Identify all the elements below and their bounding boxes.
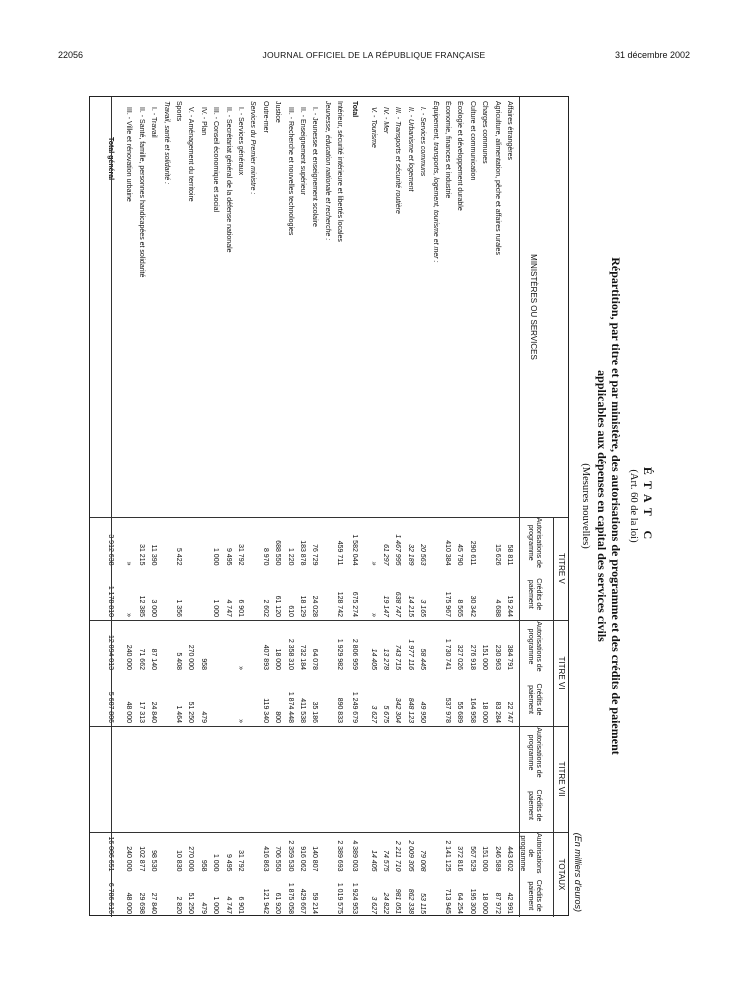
cell-value: 240 000 [125, 644, 133, 670]
cell-value: 240 000 [125, 846, 133, 872]
cell-value: 164 958 [468, 697, 476, 723]
cell-value: 30 342 [468, 595, 476, 617]
cell-value: 140 807 [311, 846, 319, 872]
cell-value: 3 912 638 [107, 534, 114, 566]
cell-value: 276 918 [468, 644, 476, 670]
cell-value: 58 445 [419, 648, 427, 670]
title-line-1: Répartition, par titre et par ministère, des autorisations de programme et des crédits de paiement [609, 257, 623, 755]
sub-header-cp: Crédits de paiement [527, 683, 542, 716]
cell-value: 1 464 [175, 705, 182, 723]
cell-value: 175 967 [444, 591, 451, 617]
cell-value: 195 300 [468, 888, 476, 914]
cell-value: 64 078 [311, 648, 319, 670]
cell-value: 342 304 [394, 697, 402, 723]
cell-value: 12 385 [137, 595, 145, 617]
table-row [393, 97, 402, 917]
row-label: Outre-mer [261, 101, 269, 133]
cell-value: 2 141 125 [444, 840, 451, 872]
cell-value: 2 820 [175, 896, 182, 914]
cell-value: 675 274 [351, 591, 359, 617]
table-row [310, 97, 319, 917]
cell-value: 87 972 [493, 892, 501, 914]
cell-value: 58 811 [506, 544, 513, 566]
row-label: Équipement, transports, logement, tourisme et mer : [431, 101, 439, 263]
cell-value: 8 970 [261, 547, 269, 566]
cell-value: 958 [199, 859, 207, 872]
mesures-subtitle: (Mesures nouvelles) [580, 463, 591, 549]
cell-value: 61 120 [274, 595, 282, 617]
cell-value: 3 627 [369, 896, 377, 914]
cell-value: » [125, 613, 133, 617]
cell-value: 3 627 [369, 705, 377, 723]
cell-value: 6 786 616 [107, 882, 114, 914]
cell-value: 61 920 [274, 892, 282, 914]
row-label: I. - Services généraux [237, 107, 244, 176]
row-label: II. - Secrétariat général de la défense nationale [224, 107, 232, 253]
cell-value: 17 313 [137, 701, 145, 723]
table-row [369, 97, 378, 917]
table-row [480, 97, 489, 917]
table-row [224, 97, 233, 917]
table-row [273, 97, 282, 917]
cell-value: 4 747 [224, 896, 232, 914]
table-row [211, 97, 220, 917]
row-label: V. - Tourisme [369, 107, 377, 148]
table-row [124, 97, 133, 917]
cell-value: 31 792 [237, 850, 244, 872]
cell-value: 1 000 [212, 896, 220, 914]
table-row [186, 97, 195, 917]
cell-value: 24 840 [150, 701, 158, 723]
row-label: I. - Travail [150, 107, 158, 138]
row-label: Services du Premier ministre : [249, 101, 257, 195]
cell-value: 18 129 [299, 595, 306, 617]
title-line-2: applicables aux dépenses en capital des services civils [595, 370, 609, 642]
row-label: II. - Santé, famille, personnes handicapées et solidarité [137, 107, 145, 278]
rotated-document [89, 96, 655, 916]
cell-value: 24 028 [311, 595, 319, 617]
table-row [350, 97, 359, 917]
group-header: TITRE VII [557, 761, 566, 797]
grand-total-line [111, 97, 112, 917]
row-label: III. - Ville et rénovation urbaine [125, 107, 133, 202]
cell-value: 443 602 [506, 846, 513, 872]
table-row [468, 97, 477, 917]
cell-value: 407 893 [261, 644, 269, 670]
table-row [298, 97, 307, 917]
row-label: Travail, santé et solidarité : [162, 101, 170, 185]
cell-value: 1 356 [175, 599, 182, 617]
row-label: IV. - Mer [382, 107, 389, 134]
cell-value: 10 830 [175, 850, 182, 872]
row-label: Agriculture, alimentation, pêche et affaires rurales [493, 101, 501, 255]
cell-value: 151 000 [481, 644, 489, 670]
table-row [493, 97, 502, 917]
cell-value: 45 790 [456, 544, 464, 566]
cell-value: 74 575 [382, 850, 389, 872]
cell-value: 537 978 [444, 697, 451, 723]
cell-value: 20 563 [419, 544, 427, 566]
cell-value: 1 220 [286, 547, 294, 566]
cell-value: 1 178 810 [107, 585, 114, 617]
cell-value: 102 877 [137, 846, 145, 872]
cell-value: 958 [199, 658, 207, 670]
cell-value: 8 565 [456, 599, 464, 617]
row-label: Écologie et développement durable [456, 101, 464, 211]
sub-header-ap: Autorisations de programme [527, 621, 542, 672]
cell-value: 1 874 448 [286, 691, 294, 723]
cell-value: 410 384 [444, 540, 451, 566]
cell-value: 14 215 [406, 595, 414, 617]
cell-value: 372 816 [456, 846, 464, 872]
budget-table [89, 96, 569, 916]
journal-title: JOURNAL OFFICIEL DE LA RÉPUBLIQUE FRANÇAISE [262, 50, 486, 60]
cell-value: 79 008 [419, 850, 427, 872]
table-row [406, 97, 415, 917]
cell-value: 24 822 [382, 892, 389, 914]
cell-value: 1 000 [212, 599, 220, 617]
table-row [381, 97, 390, 917]
cell-value: 479 [199, 711, 207, 723]
cell-value: 55 689 [456, 701, 464, 723]
cell-value: 411 538 [299, 698, 306, 723]
group-header: TOTAUX [557, 858, 566, 891]
row-label: Charges communes [481, 101, 489, 164]
sub-header-cp: Crédits de paiement [527, 879, 542, 912]
cell-value: 1 582 044 [351, 534, 359, 566]
table-row [335, 97, 344, 917]
table-row [149, 97, 158, 917]
sub-header-ap: Autorisations de programme [527, 517, 542, 568]
cell-value: 862 338 [406, 888, 414, 914]
ministeres-header: MINISTÈRES OU SERVICES [529, 254, 538, 360]
cell-value: 4 688 [493, 599, 501, 617]
row-label: Intérieur, sécurité intérieure et libertés locales [336, 101, 344, 242]
table-row [137, 97, 146, 917]
etat-title: ÉTAT C [641, 466, 655, 546]
cell-value: 916 062 [299, 846, 306, 872]
cell-value: 800 [274, 711, 282, 723]
cell-value: » [369, 613, 377, 617]
table-row [323, 97, 332, 917]
table-row [236, 97, 245, 917]
cell-value: » [369, 561, 377, 566]
cell-value: 19 147 [382, 595, 389, 617]
cell-value: 610 [286, 605, 294, 617]
cell-value: 2 009 305 [406, 840, 414, 872]
cell-value: 1 467 995 [394, 534, 402, 566]
cell-value: 327 026 [456, 644, 464, 670]
cell-value: 27 840 [150, 892, 158, 914]
cell-value: 848 123 [406, 697, 414, 723]
row-label: III. - Conseil économique et social [212, 107, 220, 213]
cell-value: 71 662 [137, 648, 145, 670]
cell-value: 76 729 [311, 544, 319, 566]
cell-value: 1 977 116 [406, 639, 414, 670]
cell-value: 1 019 575 [336, 882, 344, 914]
cell-value: 1 875 058 [286, 882, 294, 914]
cell-value: 9 495 [224, 547, 232, 566]
table-row [162, 97, 171, 917]
page-number: 22056 [58, 50, 84, 60]
sub-header-ap: Autorisations de programme [527, 727, 542, 778]
cell-value: 981 051 [394, 888, 402, 914]
cell-value: 5 408 [175, 652, 182, 670]
cell-value: » [237, 719, 244, 723]
cell-value: 2 359 530 [286, 840, 294, 872]
table-row [199, 97, 208, 917]
cell-value: 743 715 [394, 644, 402, 670]
cell-value: 59 214 [311, 892, 319, 914]
cell-value: 42 991 [506, 892, 513, 914]
sub-header-cp: Crédits de paiement [527, 789, 542, 822]
cell-value: 2 211 710 [394, 840, 402, 872]
cell-value: 119 340 [261, 698, 269, 723]
table-row [261, 97, 270, 917]
cell-value: 1 929 982 [336, 638, 344, 670]
sub-header-cp: Crédits de paiement [527, 578, 542, 611]
cell-value: 290 611 [468, 540, 476, 566]
cell-value: 3 000 [150, 599, 158, 617]
cell-value: 1 000 [212, 547, 220, 566]
cell-value: 13 278 [382, 648, 389, 670]
cell-value: 31 792 [237, 544, 244, 566]
cell-value: 3 165 [419, 599, 427, 617]
cell-value: » [125, 561, 133, 566]
cell-value: 11 390 [150, 544, 158, 566]
cell-value: 16 006 651 [107, 836, 114, 872]
row-label: Sports [175, 101, 182, 122]
row-label: I. - Services communs [419, 107, 427, 177]
group-header: TITRE VI [557, 656, 566, 690]
cell-value: 2 602 [261, 599, 269, 617]
cell-value: 18 000 [274, 648, 282, 670]
cell-value: 51 250 [187, 892, 195, 914]
cell-value: 31 215 [137, 544, 145, 566]
row-label: Jeunesse, éducation nationale et recherche : [323, 101, 331, 241]
cell-value: 15 626 [493, 544, 501, 566]
cell-value: 61 297 [382, 544, 389, 566]
cell-value: 270 000 [187, 644, 195, 670]
cell-value: 48 000 [125, 701, 133, 723]
row-label: Total [351, 101, 359, 118]
page-date: 31 décembre 2002 [614, 50, 690, 60]
cell-value: 49 950 [419, 701, 427, 723]
row-label: Économie, finances et industrie [444, 101, 451, 199]
cell-value: 35 186 [311, 701, 319, 723]
cell-value: 87 140 [150, 648, 158, 670]
table-row [418, 97, 427, 917]
cell-value: 1 249 679 [351, 691, 359, 723]
cell-value: 5 422 [175, 547, 182, 566]
cell-value: 567 529 [468, 846, 476, 872]
cell-value: 64 254 [456, 892, 464, 914]
cell-value: 2 806 959 [351, 638, 359, 670]
row-label: Justice [274, 101, 282, 123]
cell-value: 1 730 741 [444, 638, 451, 670]
cell-value: 732 184 [299, 644, 306, 670]
cell-value: 14 405 [369, 648, 377, 670]
cell-value: 1 000 [212, 853, 220, 872]
cell-value: 128 742 [336, 591, 344, 617]
row-label: Total général [107, 137, 114, 181]
cell-value: 2 389 693 [336, 840, 344, 872]
cell-value: 5 675 [382, 705, 389, 723]
cell-value: 688 550 [274, 540, 282, 566]
table-row [431, 97, 440, 917]
cell-value: 429 667 [299, 888, 306, 914]
cell-value: 2 358 310 [286, 638, 294, 670]
row-label: Culture et communication [468, 101, 476, 181]
page-header [58, 50, 690, 64]
cell-value: 98 530 [150, 850, 158, 872]
cell-value: 246 589 [493, 846, 501, 872]
cell-value: 4 747 [224, 599, 232, 617]
cell-value: 51 250 [187, 701, 195, 723]
cell-value: 6 901 [237, 599, 244, 617]
cell-value: 32 189 [406, 544, 414, 566]
cell-value: 416 863 [261, 846, 269, 872]
cell-value: 18 000 [481, 892, 489, 914]
unit-note: (En milliers d'euros) [573, 832, 583, 912]
header-bottom-line [519, 97, 520, 917]
row-label: II. - Enseignement supérieur [299, 107, 306, 195]
row-label: IV. - Plan [199, 107, 207, 136]
cell-value: 5 607 806 [107, 691, 114, 723]
table-row [286, 97, 295, 917]
table-row [443, 97, 452, 917]
cell-value: 638 747 [394, 591, 402, 617]
cell-value: 18 000 [481, 701, 489, 723]
table-row [248, 97, 257, 917]
cell-value: 890 833 [336, 697, 344, 723]
cell-value: 151 000 [481, 846, 489, 872]
cell-value: 19 244 [506, 595, 513, 617]
cell-value: 29 698 [137, 892, 145, 914]
cell-value: » [237, 666, 244, 670]
cell-value: 713 945 [444, 888, 451, 914]
cell-value: 14 405 [369, 850, 377, 872]
cell-value: 83 284 [493, 701, 501, 723]
row-label: III. - Transports et sécurité routière [394, 107, 402, 214]
cell-value: 12 094 013 [107, 634, 114, 670]
cell-value: 53 115 [419, 893, 427, 914]
group-header: TITRE V [557, 553, 566, 584]
table-row [505, 97, 514, 917]
cell-value: 121 942 [261, 888, 269, 914]
cell-value: 230 963 [493, 644, 501, 670]
sub-header-ap: Autorisations de programme [519, 833, 542, 874]
cell-value: 22 747 [506, 701, 513, 723]
table-row [174, 97, 183, 917]
cell-value: 459 711 [336, 540, 344, 566]
cell-value: 479 [199, 902, 207, 914]
row-label: I. - Jeunesse et enseignement scolaire [311, 107, 319, 227]
row-label: V. - Aménagement du territoire [187, 107, 195, 202]
row-label: III. - Recherche et nouvelles technologies [286, 107, 294, 236]
group-header-line [553, 517, 554, 917]
article-reference: (Art. 60 de la loi) [628, 469, 639, 543]
row-label: Affaires étrangères [506, 101, 513, 161]
cell-value: 706 550 [274, 846, 282, 872]
cell-value: 384 791 [506, 644, 513, 670]
table-row [455, 97, 464, 917]
cell-value: 9 495 [224, 853, 232, 872]
cell-value: 270 000 [187, 846, 195, 872]
cell-value: 6 901 [237, 896, 244, 914]
cell-value: 183 878 [299, 540, 306, 566]
cell-value: 4 389 003 [351, 840, 359, 872]
cell-value: 48 000 [125, 892, 133, 914]
row-label: II. - Urbanisme et logement [406, 107, 414, 192]
cell-value: 1 924 953 [351, 882, 359, 914]
